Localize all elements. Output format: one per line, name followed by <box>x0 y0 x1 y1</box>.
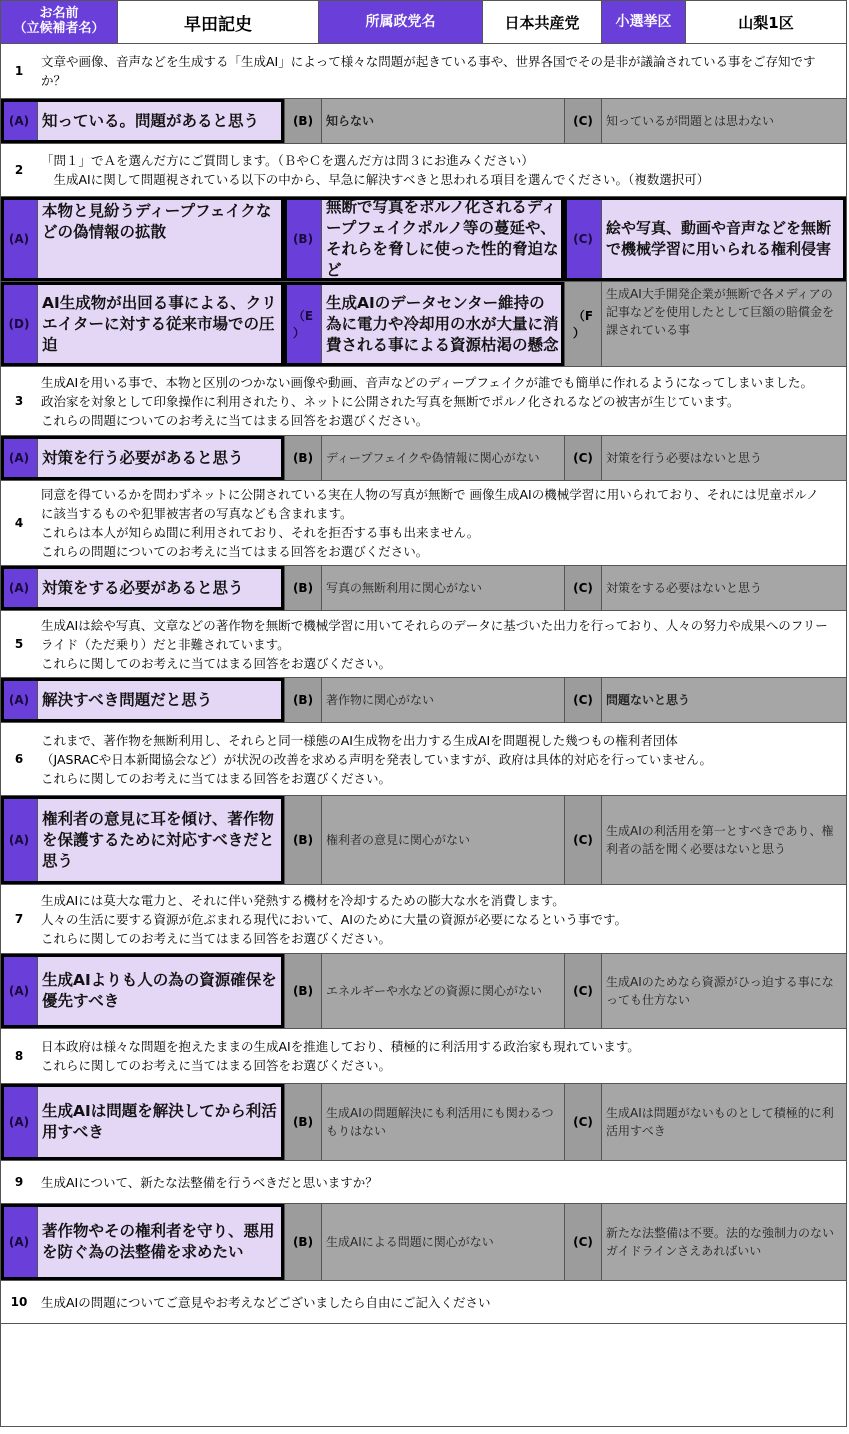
question-2 <box>1 144 846 197</box>
question-number: 6 <box>14 752 24 766</box>
question-number: 3 <box>14 394 24 408</box>
option-a[interactable]: (A) 権利者の意見に耳を傾け、著作物を保護するために対応すべきだと思う <box>1 796 284 884</box>
question-text: 生成AIには莫大な電力と、それに伴い発熱する機材を冷却するための膨大な水を消費します。 人々の生活に要する資源が危ぶまれる現代において、AIのために大量の資源が必要になるという事です。 これらに関してのお考えに当てはまる回答をお選びください。 <box>41 892 627 946</box>
option-c[interactable]: (C) 絵や写真、動画や音声などを無断で機械学習に用いられる権利侵害 <box>564 197 846 281</box>
answer-row-2b <box>1 282 846 367</box>
answer-row-1 <box>1 99 846 144</box>
question-7 <box>1 885 846 954</box>
question-10 <box>1 1281 846 1324</box>
candidate-name: 早田記史 <box>118 1 319 43</box>
option-a[interactable]: (A) 本物と見紛うディープフェイクなどの偽情報の拡散 <box>1 197 284 281</box>
question-number: 4 <box>14 516 24 530</box>
option-c[interactable]: (C) 対策を行う必要はないと思う <box>564 436 846 480</box>
question-5 <box>1 611 846 678</box>
question-number: 9 <box>14 1175 24 1189</box>
question-number: 7 <box>14 912 24 926</box>
free-comment-area[interactable] <box>1 1324 846 1434</box>
option-e[interactable]: （E ） 生成AIのデータセンター維持の為に電力や冷却用の水が大量に消費される事による資源枯渇の懸念 <box>284 282 564 366</box>
district-name: 山梨1区 <box>738 13 794 32</box>
party-label: 所属政党名 <box>319 1 483 43</box>
party-name: 日本共産党 <box>483 1 602 43</box>
option-b[interactable]: (B) 権利者の意見に関心がない <box>284 796 564 884</box>
option-b[interactable]: (B) 生成AIの問題解決にも利活用にも関わるつもりはない <box>284 1084 564 1160</box>
option-b[interactable]: (B) 著作物に関心がない <box>284 678 564 722</box>
question-number: 10 <box>10 1295 28 1309</box>
question-8 <box>1 1029 846 1084</box>
question-text: 生成AIを用いる事で、本物と区別のつかない画像や動画、音声などのディープフェイクが誰でも簡単に作れるようになってしまいました。 政治家を対象として印象操作に利用されたり、ネットに公開された写真を無断でポルノ化されるなどの被害が生じています。 これらの問題についてのお考えに当てはまる回答をお選びください。 <box>41 374 813 428</box>
question-text: 生成AIは絵や写真、文章などの著作物を無断で機械学習に用いてそれらのデータに基づいた出力を行っており、人々の努力や成果へのフリー ライド（ただ乗り）だと非難されています。 これらに関してのお考えに当てはまる回答をお選びください。 <box>41 617 828 671</box>
answer-row-2a <box>1 197 846 282</box>
option-c[interactable]: (C) 対策をする必要はないと思う <box>564 566 846 610</box>
question-3 <box>1 367 846 436</box>
option-a[interactable]: (A) 知っている。問題があると思う <box>1 99 284 143</box>
question-text: 文章や画像、音声などを生成する「生成AI」によって様々な問題が起きている事や、世界各国でその是非が議論されている事をご存知です か？ <box>41 54 816 88</box>
option-c[interactable]: (C) 生成AIの利活用を第一とすべきであり、権利者の話を聞く必要はないと思う <box>564 796 846 884</box>
answer-row-9 <box>1 1204 846 1281</box>
question-text: これまで、著作物を無断利用し、それらと同一様態のAI生成物を出力する生成AIを問題視した幾つもの権利者団体 （JASRACや日本新聞協会など）が状況の改善を求める声明を発表していますが、政府は具体的対応を行っていません。 これらに関してのお考えに当てはまる回答をお選びください。 <box>41 732 712 786</box>
question-text: 同意を得ているかを問わずネットに公開されている実在人物の写真が無断で 画像生成AIの機械学習に用いられており、それには児童ポルノ に該当するものや犯罪被害者の写真なども含まれます。 これらは本人が知らぬ間に利用されており、それを拒否する事も出来ません。 これらの問題についてのお考えに当てはまる回答をお選びください。 <box>41 487 819 559</box>
option-c[interactable]: (C) 生成AIは問題がないものとして積極的に利活用すべき <box>564 1084 846 1160</box>
question-text: 生成AIの問題についてご意見やお考えなどございましたら自由にご記入ください <box>41 1294 491 1310</box>
question-number: 8 <box>14 1049 24 1063</box>
question-text: 「問１」でＡを選んだ方にご質問します。（ＢやＣを選んだ方は問３にお進みください） 生成AIに関して問題視されている以下の中から、早急に解決すべきと思われる項目を選んでください。（複数選択可） <box>41 153 710 187</box>
header-row <box>1 1 846 44</box>
question-number: 2 <box>14 163 24 177</box>
option-b[interactable]: (B) 無断で写真をポルノ化されるディープフェイクポルノ等の蔓延や、それらを脅しに使った性的脅迫など <box>284 197 564 281</box>
option-b[interactable]: (B) ディープフェイクや偽情報に関心がない <box>284 436 564 480</box>
option-a[interactable]: (A) 対策をする必要があると思う <box>1 566 284 610</box>
answer-row-4 <box>1 566 846 611</box>
question-number: 5 <box>14 637 24 651</box>
answer-row-5 <box>1 678 846 723</box>
option-b[interactable]: (B) 知らない <box>284 99 564 143</box>
answer-row-6 <box>1 796 846 885</box>
answer-row-8 <box>1 1084 846 1161</box>
option-d[interactable]: (D) AI生成物が出回る事による、クリエイターに対する従来市場での圧迫 <box>1 282 284 366</box>
option-a[interactable]: (A) 解決すべき問題だと思う <box>1 678 284 722</box>
question-1 <box>1 44 846 99</box>
question-text: 生成AIについて、新たな法整備を行うべきだと思いますか？ <box>41 1174 378 1190</box>
question-text: 日本政府は様々な問題を抱えたままの生成AIを推進しており、積極的に利活用する政治家も現れています。 これらに関してのお考えに当てはまる回答をお選びください。 <box>41 1039 640 1073</box>
answer-row-3 <box>1 436 846 481</box>
option-f[interactable]: （F ） 生成AI大手開発企業が無断で各メディアの記事などを使用したとして巨額の賠償金を課されている事 <box>564 282 846 366</box>
option-a[interactable]: (A) 著作物やその権利者を守り、悪用を防ぐ為の法整備を求めたい <box>1 1204 284 1280</box>
option-a[interactable]: (A) 生成AIは問題を解決してから利活用すべき <box>1 1084 284 1160</box>
name-label: お名前 （立候補者名） <box>1 1 118 43</box>
option-b[interactable]: (B) 写真の無断利用に関心がない <box>284 566 564 610</box>
question-9 <box>1 1161 846 1204</box>
option-b[interactable]: (B) 生成AIによる問題に関心がない <box>284 1204 564 1280</box>
option-a[interactable]: (A) 対策を行う必要があると思う <box>1 436 284 480</box>
question-number: 1 <box>14 64 24 78</box>
option-c[interactable]: (C) 生成AIのためなら資源がひっ迫する事になっても仕方ない <box>564 954 846 1028</box>
option-c[interactable]: (C) 新たな法整備は不要。法的な強制力のないガイドラインさえあればいい <box>564 1204 846 1280</box>
question-4 <box>1 481 846 566</box>
question-6 <box>1 723 846 796</box>
option-a[interactable]: (A) 生成AIよりも人の為の資源確保を優先すべき <box>1 954 284 1028</box>
option-c[interactable]: (C) 知っているが問題とは思わない <box>564 99 846 143</box>
district-label: 小選挙区 <box>602 1 686 43</box>
option-b[interactable]: (B) エネルギーや水などの資源に関心がない <box>284 954 564 1028</box>
option-c[interactable]: (C) 問題ないと思う <box>564 678 846 722</box>
answer-row-7 <box>1 954 846 1029</box>
